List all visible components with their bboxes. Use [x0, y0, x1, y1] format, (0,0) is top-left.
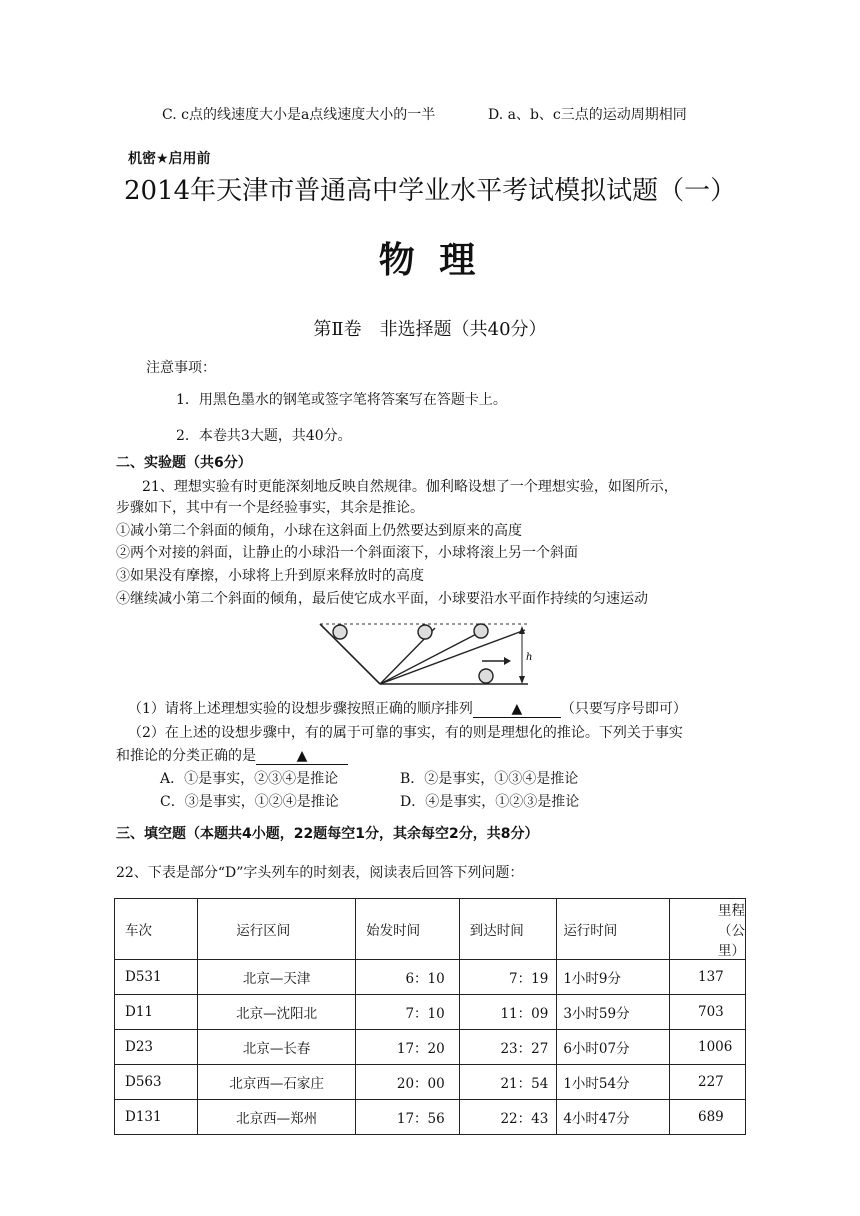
sub1-prompt: （1）请将上述理想实验的设想步骤按照正确的顺序排列	[128, 701, 473, 717]
part2-heading: 二、实验题（共6分）	[116, 455, 252, 471]
secret-mark: 机密★启用前	[128, 151, 211, 167]
cell-duration: 6小时07分	[557, 1030, 670, 1065]
cell-route: 北京—沈阳北	[198, 995, 356, 1030]
motion-arrow-head	[504, 657, 511, 665]
step-3: ③如果没有摩擦，小球将上升到原来释放时的高度	[116, 568, 424, 584]
second-slope-medium	[380, 628, 488, 684]
ball-slope-2	[474, 624, 488, 638]
table-row	[115, 1100, 746, 1135]
choice-d: D．④是事实，①②③是推论	[400, 794, 580, 810]
section-title: 第Ⅱ卷 非选择题（共40分）	[313, 319, 547, 340]
cell-arrive: 11：09	[459, 995, 557, 1030]
train-timetable	[114, 898, 746, 1135]
sub2-line-1: （2）在上述的设想步骤中，有的属于可靠的事实，有的则是理想化的推论。下列关于事实	[128, 725, 683, 741]
note-item-2: 2．本卷共3大题，共40分。	[176, 428, 352, 444]
note-item-1: 1．用黑色墨水的钢笔或签字笔将答案写在答题卡上。	[176, 392, 507, 408]
part3-heading: 三、填空题（本题共4小题，22题每空1分，其余每空2分，共8分）	[116, 826, 539, 842]
cell-route: 北京西—郑州	[198, 1100, 356, 1135]
ball-horizontal	[479, 669, 493, 683]
first-slope	[320, 624, 380, 684]
header-depart: 始发时间	[356, 899, 460, 960]
inclined-plane-figure	[300, 612, 540, 692]
cell-route: 北京西—石家庄	[198, 1065, 356, 1100]
choice-c: C．③是事实，①②④是推论	[160, 794, 339, 810]
cell-distance: 703	[670, 995, 746, 1030]
choice-b: B．②是事实，①③④是推论	[400, 771, 579, 787]
sub1-hint: （只要写序号即可）	[560, 701, 687, 717]
cell-duration: 4小时47分	[557, 1100, 670, 1135]
answer-blank-2[interactable]: ▲	[256, 748, 348, 765]
cell-arrive: 21：54	[459, 1065, 557, 1100]
cell-depart: 17：20	[356, 1030, 460, 1065]
sub-question-1	[128, 698, 687, 718]
table-row	[115, 1030, 746, 1065]
cell-route: 北京—长春	[198, 1030, 356, 1065]
step-1: ①减小第二个斜面的倾角，小球在这斜面上仍然要达到原来的高度	[116, 523, 522, 539]
ball-slope-1	[418, 625, 432, 639]
q21-line-2: 步骤如下，其中有一个是经验事实，其余是推论。	[116, 500, 424, 516]
cell-train-no: D563	[115, 1065, 198, 1100]
header-distance: 里程（公里）	[670, 899, 746, 960]
cell-depart: 7：10	[356, 995, 460, 1030]
second-slope-gentle	[380, 630, 525, 684]
header-route: 运行区间	[198, 899, 356, 960]
choice-a: A．①是事实，②③④是推论	[160, 771, 339, 787]
cell-train-no: D23	[115, 1030, 198, 1065]
q21-line-1: 21、理想实验有时更能深刻地反映自然规律。伽利略设想了一个理想实验，如图所示，	[142, 479, 678, 495]
cell-distance: 1006	[670, 1030, 746, 1065]
cell-route: 北京—天津	[198, 960, 356, 995]
exam-title: 2014年天津市普通高中学业水平考试模拟试题（一）	[124, 176, 737, 206]
header-duration: 运行时间	[557, 899, 670, 960]
cell-depart: 20：00	[356, 1065, 460, 1100]
table-row	[115, 1065, 746, 1100]
cell-arrive: 22：43	[459, 1100, 557, 1135]
q22-text: 22、下表是部分“D”字头列车的时刻表，阅读表后回答下列问题：	[116, 865, 524, 881]
subject-title: 物 理	[378, 240, 482, 281]
cell-distance: 227	[670, 1065, 746, 1100]
sub2-prompt: 和推论的分类正确的是	[116, 748, 256, 764]
cell-duration: 3小时59分	[557, 995, 670, 1030]
option-c-text: C. c点的线速度大小是a点线速度大小的一半	[162, 107, 436, 123]
cell-train-no: D131	[115, 1100, 198, 1135]
table-row	[115, 995, 746, 1030]
cell-train-no: D531	[115, 960, 198, 995]
ball-start	[333, 625, 347, 639]
cell-duration: 1小时54分	[557, 1065, 670, 1100]
cell-depart: 6：10	[356, 960, 460, 995]
cell-arrive: 7：19	[459, 960, 557, 995]
step-2: ②两个对接的斜面，让静止的小球沿一个斜面滚下，小球将滚上另一个斜面	[116, 545, 578, 561]
sub-question-2	[116, 745, 348, 765]
option-d-text: D. a、b、c三点的运动周期相同	[488, 107, 687, 123]
answer-blank-1[interactable]: ▲	[473, 701, 561, 718]
height-arrow-bottom	[519, 676, 525, 684]
cell-duration: 1小时9分	[557, 960, 670, 995]
header-arrive: 到达时间	[459, 899, 557, 960]
cell-depart: 17：56	[356, 1100, 460, 1135]
cell-distance: 689	[670, 1100, 746, 1135]
cell-train-no: D11	[115, 995, 198, 1030]
step-4: ④继续减小第二个斜面的倾角，最后使它成水平面，小球要沿水平面作持续的匀速运动	[116, 591, 648, 607]
cell-arrive: 23：27	[459, 1030, 557, 1065]
cell-distance: 137	[670, 960, 746, 995]
header-train-no: 车次	[115, 899, 198, 960]
height-label: h	[526, 652, 533, 663]
notes-heading: 注意事项：	[146, 360, 216, 376]
table-header-row	[115, 899, 746, 960]
table-row	[115, 960, 746, 995]
